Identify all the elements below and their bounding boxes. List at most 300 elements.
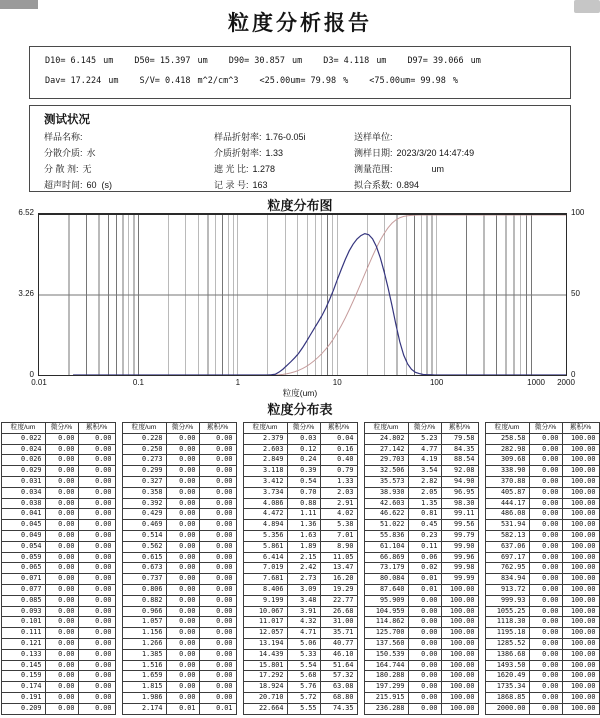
metric-value: 6.145 — [70, 56, 97, 66]
table-row — [485, 509, 599, 520]
cum-cell: 0.00 — [78, 682, 115, 693]
size-cell: 1.057 — [122, 617, 166, 628]
size-cell: 0.228 — [122, 433, 166, 444]
cum-cell: 0.00 — [199, 595, 236, 606]
size-cell: 0.059 — [1, 552, 45, 563]
test-status-box — [29, 105, 571, 192]
cum-cell: 94.90 — [441, 476, 478, 487]
diff-cell: 0.00 — [408, 628, 441, 639]
table-row — [364, 617, 478, 628]
size-cell: 0.085 — [1, 595, 45, 606]
table-row — [485, 433, 599, 444]
size-cell: 1620.49 — [485, 671, 529, 682]
size-cell: 1.815 — [122, 682, 166, 693]
size-cell: 0.737 — [122, 574, 166, 585]
cum-cell: 0.00 — [199, 541, 236, 552]
diff-cell: 0.00 — [529, 574, 562, 585]
cum-cell: 0.00 — [78, 638, 115, 649]
table-row — [122, 433, 236, 444]
metric-unit: um — [376, 56, 387, 66]
cum-cell: 0.00 — [78, 563, 115, 574]
diff-cell: 1.35 — [408, 498, 441, 509]
diff-cell: 0.00 — [166, 671, 199, 682]
column-header: 微分/% — [45, 423, 78, 434]
diff-cell: 0.00 — [45, 552, 78, 563]
diff-cell: 0.00 — [166, 595, 199, 606]
diff-cell: 0.00 — [45, 574, 78, 585]
cum-cell: 0.00 — [78, 692, 115, 703]
y-left-tick: 3.26 — [18, 289, 34, 298]
cum-cell: 0.00 — [199, 487, 236, 498]
diff-cell: 0.00 — [166, 638, 199, 649]
table-row — [243, 530, 357, 541]
table-header-row — [485, 423, 599, 434]
status-field — [44, 180, 214, 191]
distribution-table — [1, 422, 116, 715]
size-cell: 531.94 — [485, 520, 529, 531]
status-field-value: 60 (s) — [86, 180, 113, 190]
cum-cell: 0.00 — [199, 574, 236, 585]
cum-cell: 31.00 — [320, 617, 357, 628]
table-row — [122, 455, 236, 466]
diff-cell: 0.00 — [166, 628, 199, 639]
size-cell: 0.358 — [122, 487, 166, 498]
cum-cell: 100.00 — [562, 541, 599, 552]
summary-metric — [45, 76, 118, 86]
status-field-label: 拟合系数: — [354, 180, 393, 190]
table-row — [243, 552, 357, 563]
table-row — [243, 541, 357, 552]
y-right-tick: 50 — [571, 289, 580, 298]
diff-cell: 0.00 — [45, 628, 78, 639]
size-cell: 164.744 — [364, 660, 408, 671]
cum-cell: 100.00 — [441, 703, 478, 714]
size-cell: 0.038 — [1, 498, 45, 509]
metric-label: D97= — [407, 56, 428, 66]
diff-cell: 1.63 — [287, 530, 320, 541]
diff-cell: 1.36 — [287, 520, 320, 531]
cum-cell: 0.00 — [199, 682, 236, 693]
table-row — [122, 584, 236, 595]
size-cell: 215.915 — [364, 692, 408, 703]
size-cell: 55.836 — [364, 530, 408, 541]
size-cell: 42.603 — [364, 498, 408, 509]
diff-cell: 0.00 — [166, 682, 199, 693]
metric-value: 39.066 — [432, 56, 464, 66]
diff-cell: 4.77 — [408, 444, 441, 455]
status-field — [354, 164, 570, 175]
size-cell: 0.966 — [122, 606, 166, 617]
size-cell: 3.734 — [243, 487, 287, 498]
table-row — [364, 552, 478, 563]
size-cell: 11.017 — [243, 617, 287, 628]
cum-cell: 100.00 — [562, 584, 599, 595]
cum-cell: 0.00 — [78, 606, 115, 617]
size-cell: 0.024 — [1, 444, 45, 455]
status-field-value: 2023/3/20 14:47:49 — [396, 148, 475, 158]
status-field — [44, 148, 214, 159]
diff-cell: 5.76 — [287, 682, 320, 693]
cum-cell: 100.00 — [562, 476, 599, 487]
cum-cell: 100.00 — [562, 563, 599, 574]
x-tick: 2000 — [557, 378, 575, 387]
diff-cell: 0.00 — [408, 617, 441, 628]
diff-cell: 0.00 — [529, 671, 562, 682]
cum-cell: 88.54 — [441, 455, 478, 466]
metric-label: D90= — [228, 56, 250, 66]
cum-cell: 40.77 — [320, 638, 357, 649]
size-cell: 0.121 — [1, 638, 45, 649]
cum-cell: 0.00 — [199, 509, 236, 520]
diff-cell: 0.00 — [45, 606, 78, 617]
scan-artifact-left — [0, 0, 38, 9]
cum-cell: 5.38 — [320, 520, 357, 531]
size-cell: 7.681 — [243, 574, 287, 585]
cum-cell: 100.00 — [562, 692, 599, 703]
table-row — [243, 649, 357, 660]
cum-cell: 100.00 — [562, 487, 599, 498]
cum-cell: 0.00 — [199, 466, 236, 477]
cum-cell: 0.00 — [199, 552, 236, 563]
table-row — [1, 466, 115, 477]
cum-cell: 99.79 — [441, 530, 478, 541]
size-cell: 20.710 — [243, 692, 287, 703]
size-cell: 999.93 — [485, 595, 529, 606]
diff-cell: 0.00 — [529, 638, 562, 649]
diff-cell: 0.00 — [166, 574, 199, 585]
table-row — [122, 541, 236, 552]
diff-cell: 0.00 — [529, 487, 562, 498]
size-cell: 0.429 — [122, 509, 166, 520]
status-field — [214, 148, 354, 159]
table-row — [1, 638, 115, 649]
diff-cell: 0.81 — [408, 509, 441, 520]
cum-cell: 96.95 — [441, 487, 478, 498]
y-left-tick: 0 — [29, 370, 34, 379]
diff-cell: 0.00 — [529, 541, 562, 552]
column-header: 微分/% — [529, 423, 562, 434]
cum-cell: 0.00 — [78, 703, 115, 714]
diff-cell: 0.00 — [45, 520, 78, 531]
cum-cell: 1.33 — [320, 476, 357, 487]
table-row — [122, 606, 236, 617]
diff-cell: 0.00 — [166, 552, 199, 563]
table-row — [364, 649, 478, 660]
size-cell: 1195.18 — [485, 628, 529, 639]
y-left-tick: 6.52 — [18, 208, 34, 217]
diff-cell: 0.00 — [166, 455, 199, 466]
table-row — [364, 628, 478, 639]
table-header-row — [364, 423, 478, 434]
table-row — [1, 703, 115, 714]
table-row — [1, 595, 115, 606]
size-cell: 444.17 — [485, 498, 529, 509]
table-row — [364, 671, 478, 682]
size-cell: 309.68 — [485, 455, 529, 466]
table-row — [364, 509, 478, 520]
diff-cell: 0.00 — [408, 638, 441, 649]
table-row — [243, 444, 357, 455]
diff-cell: 2.05 — [408, 487, 441, 498]
diff-cell: 0.00 — [45, 660, 78, 671]
size-cell: 1386.68 — [485, 649, 529, 660]
table-header-row — [243, 423, 357, 434]
table-row — [1, 649, 115, 660]
table-row — [485, 498, 599, 509]
summary-metric — [407, 56, 480, 66]
status-field-label: 测样日期: — [354, 148, 393, 158]
cum-cell: 100.00 — [562, 606, 599, 617]
status-field-label: 介质折射率: — [214, 148, 262, 158]
scan-artifact-right — [574, 0, 600, 13]
cum-cell: 100.00 — [562, 649, 599, 660]
chart-canvas — [39, 215, 566, 375]
diff-cell: 4.32 — [287, 617, 320, 628]
cum-cell: 0.00 — [78, 520, 115, 531]
x-tick: 0.1 — [132, 378, 144, 387]
cum-cell: 0.00 — [78, 574, 115, 585]
cum-cell: 51.64 — [320, 660, 357, 671]
diff-cell: 0.00 — [45, 649, 78, 660]
metric-label: <75.00um= — [369, 76, 416, 86]
diff-cell: 0.00 — [529, 498, 562, 509]
diff-cell: 3.54 — [408, 466, 441, 477]
table-row — [122, 509, 236, 520]
cum-cell: 100.00 — [562, 552, 599, 563]
distribution-tables — [0, 422, 600, 715]
table-row — [485, 444, 599, 455]
diff-cell: 0.00 — [529, 466, 562, 477]
diff-cell: 0.00 — [408, 649, 441, 660]
cum-cell: 0.00 — [199, 628, 236, 639]
table-row — [122, 638, 236, 649]
cum-cell: 0.00 — [199, 520, 236, 531]
table-row — [1, 552, 115, 563]
column-header: 微分/% — [166, 423, 199, 434]
size-cell: 80.084 — [364, 574, 408, 585]
size-cell: 0.615 — [122, 552, 166, 563]
table-row — [243, 574, 357, 585]
diff-cell: 0.00 — [45, 595, 78, 606]
table-row — [1, 671, 115, 682]
size-cell: 150.539 — [364, 649, 408, 660]
cum-cell: 0.00 — [78, 444, 115, 455]
cum-cell: 0.00 — [199, 433, 236, 444]
metric-label: Dav= — [45, 76, 66, 86]
table-row — [485, 682, 599, 693]
cum-cell: 0.00 — [78, 466, 115, 477]
cum-cell: 100.00 — [441, 660, 478, 671]
diff-cell: 0.88 — [287, 498, 320, 509]
table-row — [243, 638, 357, 649]
table-row — [1, 520, 115, 531]
diff-cell: 0.00 — [166, 476, 199, 487]
diff-cell: 0.00 — [166, 692, 199, 703]
diff-cell: 5.68 — [287, 671, 320, 682]
cum-cell: 99.96 — [441, 552, 478, 563]
size-cell: 8.406 — [243, 584, 287, 595]
diff-cell: 0.03 — [287, 433, 320, 444]
cum-cell: 0.00 — [199, 606, 236, 617]
diff-cell: 4.71 — [287, 628, 320, 639]
table-row — [485, 671, 599, 682]
size-cell: 0.041 — [1, 509, 45, 520]
metric-value: 79.98 — [310, 76, 337, 86]
table-row — [364, 638, 478, 649]
size-cell: 24.802 — [364, 433, 408, 444]
table-row — [485, 476, 599, 487]
metric-unit: um — [108, 76, 119, 86]
table-row — [243, 660, 357, 671]
table-row — [243, 671, 357, 682]
table-header-row — [1, 423, 115, 434]
table-row — [1, 660, 115, 671]
status-field-label: 遮 光 比: — [214, 164, 249, 174]
diff-cell: 0.00 — [529, 692, 562, 703]
diff-cell: 0.00 — [529, 660, 562, 671]
size-cell: 32.506 — [364, 466, 408, 477]
y-right-tick: 0 — [571, 370, 576, 379]
cum-cell: 8.90 — [320, 541, 357, 552]
size-cell: 0.029 — [1, 466, 45, 477]
column-header: 粒度/um — [243, 423, 287, 434]
diff-cell: 0.01 — [408, 584, 441, 595]
diff-cell: 0.00 — [45, 433, 78, 444]
table-row — [364, 520, 478, 531]
diff-cell: 0.00 — [166, 606, 199, 617]
table-section — [0, 399, 600, 715]
cum-cell: 100.00 — [441, 671, 478, 682]
diff-cell: 0.00 — [529, 520, 562, 531]
diff-cell: 0.00 — [166, 617, 199, 628]
table-row — [1, 433, 115, 444]
size-cell: 0.077 — [1, 584, 45, 595]
size-cell: 0.111 — [1, 628, 45, 639]
status-field-value: 水 — [86, 148, 96, 158]
table-row — [485, 455, 599, 466]
size-cell: 95.909 — [364, 595, 408, 606]
cum-cell: 0.00 — [78, 487, 115, 498]
table-row — [364, 541, 478, 552]
metric-label: D10= — [45, 56, 66, 66]
table-row — [122, 703, 236, 714]
cum-cell: 0.00 — [199, 660, 236, 671]
diff-cell: 0.54 — [287, 476, 320, 487]
table-row — [485, 563, 599, 574]
table-row — [364, 682, 478, 693]
table-title: 粒度分布表 — [267, 402, 333, 417]
table-row — [1, 530, 115, 541]
cum-cell: 100.00 — [562, 466, 599, 477]
diff-cell: 0.00 — [45, 466, 78, 477]
size-cell: 46.622 — [364, 509, 408, 520]
diff-cell: 3.48 — [287, 595, 320, 606]
diff-cell: 0.12 — [287, 444, 320, 455]
table-row — [122, 574, 236, 585]
diff-cell: 0.00 — [408, 682, 441, 693]
diff-cell: 0.00 — [45, 671, 78, 682]
cum-cell: 0.00 — [199, 692, 236, 703]
table-row — [122, 466, 236, 477]
size-cell: 0.191 — [1, 692, 45, 703]
status-field — [354, 132, 570, 143]
table-row — [364, 692, 478, 703]
size-cell: 1.659 — [122, 671, 166, 682]
cum-cell: 92.08 — [441, 466, 478, 477]
diff-cell: 0.00 — [45, 530, 78, 541]
size-cell: 197.299 — [364, 682, 408, 693]
diff-cell: 0.11 — [408, 541, 441, 552]
table-row — [485, 606, 599, 617]
cum-cell: 100.00 — [441, 595, 478, 606]
size-cell: 236.288 — [364, 703, 408, 714]
diff-cell: 0.00 — [45, 584, 78, 595]
diff-cell: 0.00 — [166, 520, 199, 531]
size-cell: 0.514 — [122, 530, 166, 541]
status-field-value: 0.894 — [396, 180, 420, 190]
cum-cell: 0.00 — [78, 552, 115, 563]
cum-cell: 0.16 — [320, 444, 357, 455]
metric-value: 17.224 — [70, 76, 102, 86]
size-cell: 282.98 — [485, 444, 529, 455]
size-cell: 27.142 — [364, 444, 408, 455]
table-row — [122, 444, 236, 455]
size-cell: 1.266 — [122, 638, 166, 649]
cum-cell: 0.00 — [199, 563, 236, 574]
diff-cell: 4.19 — [408, 455, 441, 466]
size-cell: 0.034 — [1, 487, 45, 498]
table-row — [364, 487, 478, 498]
diff-cell: 0.00 — [45, 682, 78, 693]
diff-cell: 5.72 — [287, 692, 320, 703]
size-cell: 1.516 — [122, 660, 166, 671]
size-cell: 913.72 — [485, 584, 529, 595]
metric-unit: um — [197, 56, 208, 66]
diff-cell: 1.11 — [287, 509, 320, 520]
cum-cell: 0.00 — [199, 649, 236, 660]
cum-cell: 0.00 — [78, 649, 115, 660]
column-header: 累积/% — [320, 423, 357, 434]
cum-cell: 100.00 — [562, 671, 599, 682]
cum-cell: 0.00 — [78, 595, 115, 606]
table-row — [122, 595, 236, 606]
column-header: 粒度/um — [485, 423, 529, 434]
diff-cell: 0.00 — [408, 595, 441, 606]
summary-metric — [323, 56, 386, 66]
size-cell: 13.194 — [243, 638, 287, 649]
cum-cell: 0.00 — [199, 617, 236, 628]
cum-cell: 0.00 — [78, 660, 115, 671]
summary-box — [29, 46, 571, 99]
table-row — [243, 563, 357, 574]
y-right-tick: 100 — [571, 208, 585, 217]
size-cell: 6.414 — [243, 552, 287, 563]
column-header: 微分/% — [408, 423, 441, 434]
metric-value: 4.118 — [343, 56, 370, 66]
test-status-grid — [44, 132, 570, 191]
summary-metric — [139, 76, 238, 86]
metric-value: 30.857 — [254, 56, 285, 66]
table-row — [1, 563, 115, 574]
cum-cell: 100.00 — [562, 433, 599, 444]
status-field-label: 送样单位: — [354, 132, 393, 142]
size-cell: 14.439 — [243, 649, 287, 660]
cum-cell: 100.00 — [441, 606, 478, 617]
table-row — [243, 487, 357, 498]
cum-cell: 0.00 — [78, 671, 115, 682]
size-cell: 834.94 — [485, 574, 529, 585]
status-field-value: 1.33 — [265, 148, 284, 158]
